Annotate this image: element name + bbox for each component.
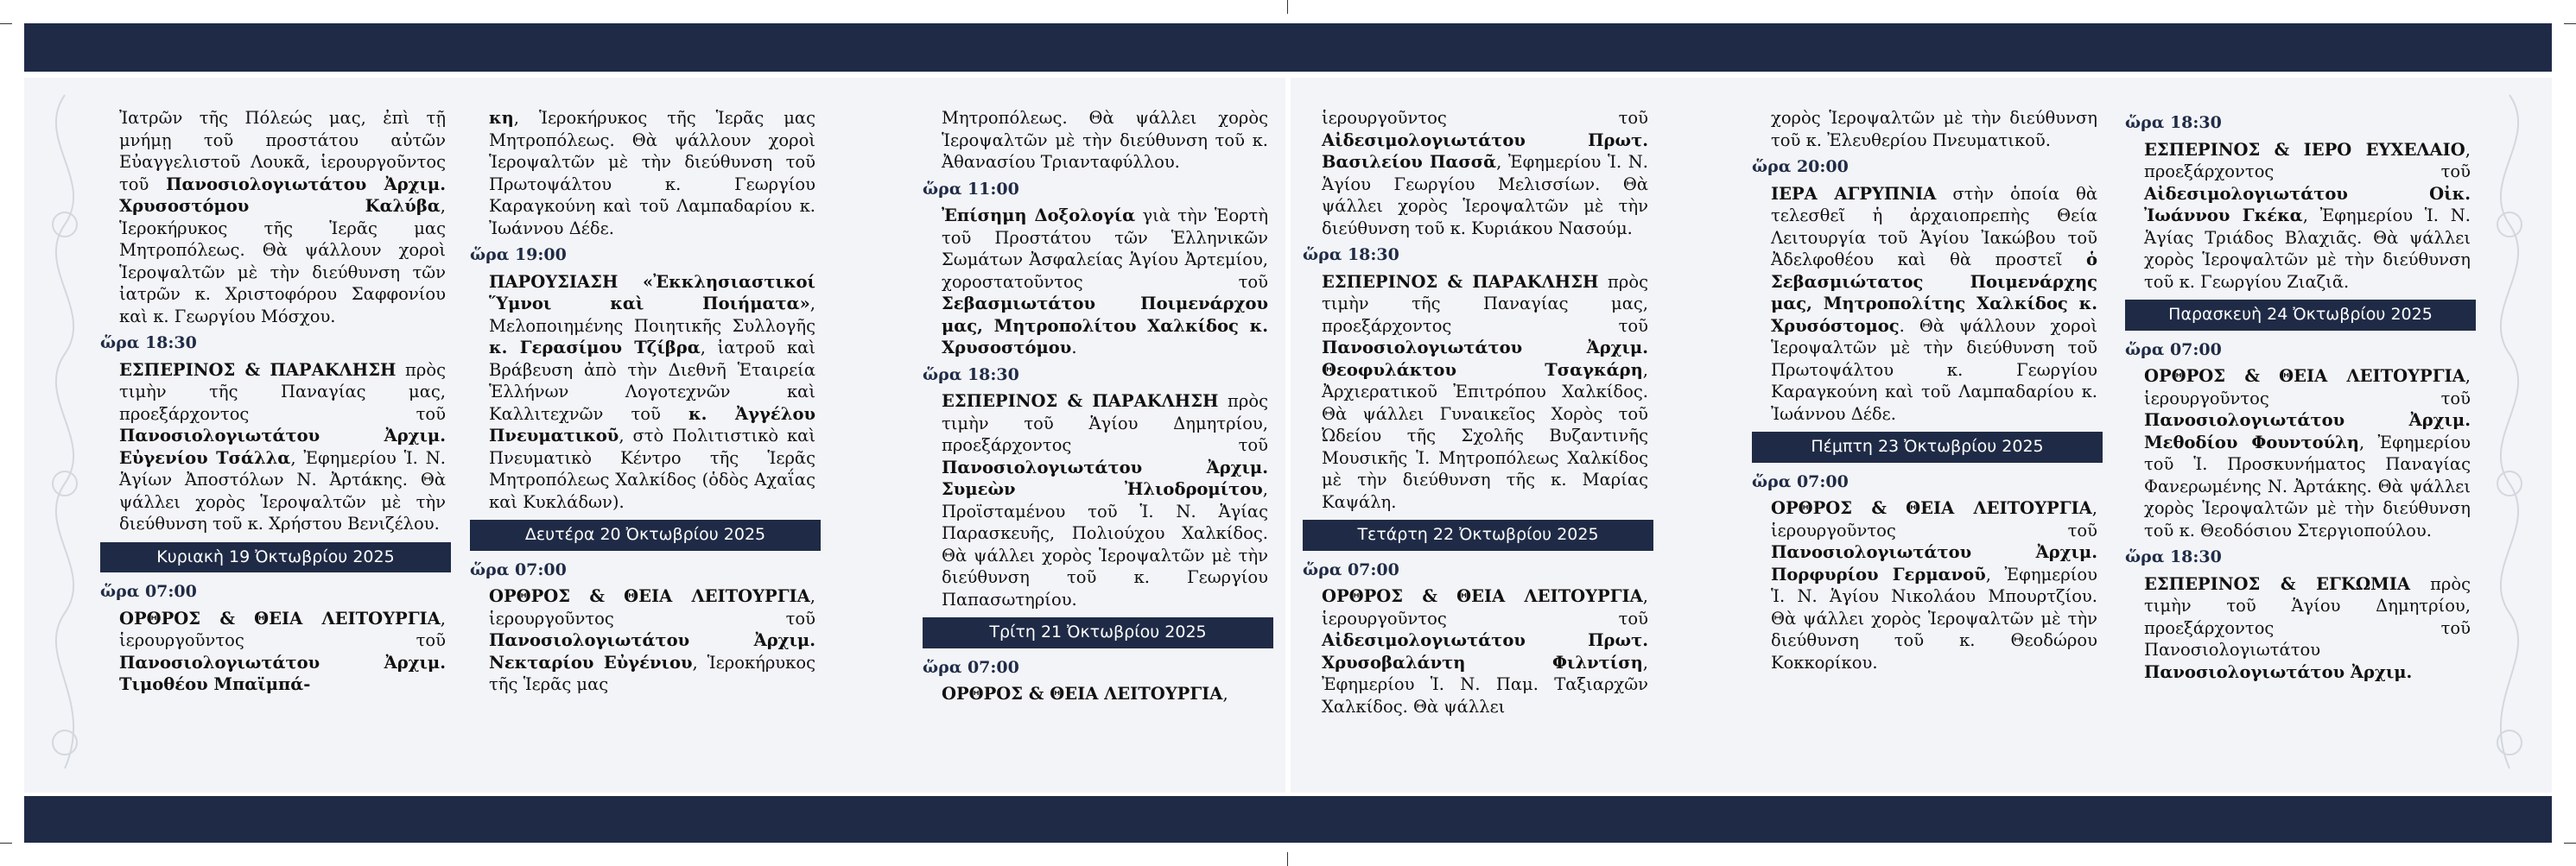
service-description bbox=[942, 390, 1268, 610]
service-description bbox=[942, 107, 1268, 174]
service-description bbox=[942, 683, 1268, 705]
emphasis-text: Αἰδεσιμολογιωτάτου Πρωτ. Χρυσοβαλάντη Φιλντίση bbox=[1322, 630, 1648, 673]
emphasis-text: Αἰδεσιμολογιωτάτου Οἰκ. Ἰωάννου Γκέκα bbox=[2144, 183, 2471, 225]
body-text: , Ἱεροκήρυκος τῆς Ἱερᾶς μας Μητροπόλεως. Θὰ ψάλλουν χοροὶ Ἱεροψαλτῶν μὲ τὴν διεύθυνση τῶν ἰατρῶν κ. Χριστοφόρου Σαφφονίου καὶ κ. Γεωργίου Μόσχου. bbox=[119, 196, 446, 326]
service-time: ὥρα 19:00 bbox=[470, 245, 567, 264]
emphasis-text: κη bbox=[489, 108, 514, 128]
body-text: πρὸς τιμὴν τοῦ Ἁγίου Δημητρίου, προεξάρχοντος τοῦ bbox=[942, 391, 1268, 455]
body-text: , Ἀρχιερατικοῦ Ἐπιτρόπου Χαλκίδος. Θὰ ψάλλει Γυναικεῖος Χορὸς τοῦ Ὠδείου τῆς Σχολῆς Βυζαντινῆς Μουσικῆς Ἱ. Μητροπόλεως Χαλκίδος μὲ τὴν διεύθυνση τῆς κ. Μαρίας Καψάλη. bbox=[1322, 359, 1648, 512]
body-text: , Ἱεροκήρυκος τῆς Ἱερᾶς μας bbox=[489, 652, 815, 694]
column-1 bbox=[100, 107, 446, 698]
service-description bbox=[489, 107, 815, 239]
body-text: Μητροπόλεως. Θὰ ψάλλει χορὸς Ἱεροψαλτῶν μὲ τὴν διεύθυνση τοῦ κ. Ἀθανασίου Τριανταφύλλου. bbox=[942, 108, 1268, 172]
body-text: πρὸς τιμὴν τοῦ Ἁγίου Δημητρίου, προεξάρχοντος τοῦ Πανοσιολογιωτάτου bbox=[2144, 573, 2471, 660]
emphasis-text: ὁ Σεβασμιώτατος Ποιμενάρχης μας, Μητροπολίτης Χαλκίδος κ. Χρυσόστομος bbox=[1771, 250, 2097, 336]
body-text: πρὸς τιμὴν τῆς Παναγίας μας, προεξάρχοντος τοῦ bbox=[119, 359, 446, 424]
crop-mark-bottom-right-h bbox=[2564, 843, 2576, 844]
emphasis-text: ΙΕΡΑ ΑΓΡΥΠΝΙΑ bbox=[1771, 183, 1937, 204]
emphasis-text: Αἰδεσιμολογιωτάτου Πρωτ. Βασιλείου Πασσᾶ bbox=[1322, 130, 1648, 172]
service-time: ὥρα 11:00 bbox=[923, 179, 1019, 199]
service-time: ὥρα 07:00 bbox=[2125, 339, 2222, 359]
day-heading: Παρασκευὴ 24 Ὀκτωβρίου 2025 bbox=[2125, 300, 2476, 331]
service-time: ὥρα 18:30 bbox=[100, 333, 197, 352]
service-time: ὥρα 18:30 bbox=[1303, 245, 1399, 264]
emphasis-text: ΟΡΘΡΟΣ & ΘΕΙΑ ΛΕΙΤΟΥΡΓΙΑ bbox=[942, 684, 1223, 704]
header-band bbox=[24, 23, 2552, 72]
emphasis-text: Ἐπίσημη Δοξολογία bbox=[942, 205, 1136, 225]
service-description bbox=[1771, 107, 2097, 151]
emphasis-text: Πανοσιολογιωτάτου Ἀρχιμ. Συμεὼν Ἠλιοδρομίτου bbox=[942, 457, 1268, 499]
body-text: , ἱερουργοῦντος τοῦ bbox=[489, 586, 815, 629]
day-heading: Τρίτη 21 Ὀκτωβρίου 2025 bbox=[923, 617, 1273, 648]
body-text: . Θὰ ψάλλουν χοροὶ Ἱεροψαλτῶν μὲ τὴν διεύθυνση τοῦ Πρωτοψάλτου κ. Γεωργίου Καραγκούνη καὶ τοῦ Λαμπαδαρίου κ. Ἰωάννου Δέδε. bbox=[1771, 315, 2097, 424]
body-text: , Μελοποιημένης Ποιητικῆς Συλλογῆς bbox=[489, 294, 815, 336]
day-heading: Τετάρτη 22 Ὀκτωβρίου 2025 bbox=[1303, 520, 1653, 551]
body-text: γιὰ τὴν Ἑορτὴ τοῦ Προστάτου τῶν Ἑλληνικῶν Σωμάτων Ἀσφαλείας Ἁγίου Ἀρτεμίου, χοροστατοῦντος τοῦ bbox=[942, 205, 1268, 292]
body-text: Ἰατρῶν τῆς Πόλεώς μας, ἐπὶ τῇ μνήμῃ τοῦ προστάτου αὐτῶν Εὐαγγελιστοῦ Λουκᾶ, ἱερουργοῦντος τοῦ bbox=[119, 108, 446, 194]
crop-mark-bottom-left-h bbox=[0, 843, 12, 844]
service-time: ὥρα 20:00 bbox=[1752, 157, 1849, 176]
body-text: , ἰατροῦ καὶ Βράβευση ἀπὸ τὴν Διεθνῆ Ἑταιρεία Ἑλλήνων Λογοτεχνῶν καὶ Καλλιτεχνῶν τοῦ bbox=[489, 338, 815, 424]
body-text: , Ἐφημερίου Ἱ. Ν. Ἁγίου Νικολάου Μπουρτζίου. Θὰ ψάλλει χορὸς Ἱεροψαλτῶν μὲ τὴν διεύθυνση τοῦ κ. Θεοδώρου Κοκκορίκου. bbox=[1771, 564, 2097, 673]
body-text: , Ἐφημερίου Ἱ. Ν. Ἁγίας Τριάδος Βλαχιᾶς. Θὰ ψάλλει χορὸς Ἱεροψαλτῶν μὲ τὴν διεύθυνση τοῦ κ. Γεωργίου Ζιαζιᾶ. bbox=[2144, 205, 2471, 292]
emphasis-text: ΟΡΘΡΟΣ & ΘΕΙΑ ΛΕΙΤΟΥΡΓΙΑ bbox=[2144, 366, 2465, 386]
service-time: ὥρα 18:30 bbox=[2125, 547, 2222, 566]
service-description bbox=[119, 359, 446, 535]
emphasis-text: ΟΡΘΡΟΣ & ΘΕΙΑ ΛΕΙΤΟΥΡΓΙΑ bbox=[1322, 586, 1643, 606]
emphasis-text: Πανοσιολογιωτάτου Ἀρχιμ. Θεοφυλάκτου Τσαγκάρη bbox=[1322, 338, 1648, 380]
body-text: , Ἐφημερίου τοῦ Ἱ. Προσκυνήματος Παναγίας Φανερωμένης Ν. Ἀρτάκης. Θὰ ψάλλει χορὸς Ἱεροψαλτῶν μὲ τὴν διεύθυνση τοῦ κ. Θεοδόσιου Στεργιοπούλου. bbox=[2144, 432, 2471, 540]
crop-mark-fold-bottom bbox=[1287, 852, 1288, 866]
emphasis-text: ΟΡΘΡΟΣ & ΘΕΙΑ ΛΕΙΤΟΥΡΓΙΑ bbox=[1771, 498, 2092, 518]
crop-mark-fold-top bbox=[1287, 0, 1288, 14]
emphasis-text: ΕΣΠΕΡΙΝΟΣ & ΙΕΡΟ ΕΥΧΕΛΑΙΟ bbox=[2144, 139, 2465, 160]
body-text: , ἱερουργοῦντος τοῦ bbox=[1771, 498, 2097, 540]
column-3 bbox=[923, 107, 1268, 708]
body-text: , Ἐφημερίου Ἱ. Ν. Ἁγίου Γεωργίου Μελισσίων. Θὰ ψάλλει χορὸς Ἱεροψαλτῶν μὲ τὴν διεύθυνση τοῦ κ. Κυριάκου Νασούμ. bbox=[1322, 152, 1648, 238]
emphasis-text: Πανοσιολογιωτάτου Ἀρχιμ. bbox=[2144, 661, 2413, 682]
body-text: , Ἐφημερίου Ἱ. Ν. Ἁγίων Ἀποστόλων Ν. Ἀρτάκης. Θὰ ψάλλει χορὸς Ἱεροψαλτῶν μὲ τὴν διεύθυνση τοῦ κ. Χρήστου Βενιζέλου. bbox=[119, 447, 446, 534]
emphasis-text: ΕΣΠΕΡΙΝΟΣ & ΠΑΡΑΚΛΗΣΗ bbox=[119, 359, 397, 380]
service-description bbox=[2144, 365, 2471, 541]
service-time: ὥρα 07:00 bbox=[470, 559, 567, 579]
service-description bbox=[1322, 271, 1648, 514]
emphasis-text: Πανοσιολογιωτάτου Ἀρχιμ. Τιμοθέου Μπαϊμπά- bbox=[119, 652, 446, 694]
service-description bbox=[2144, 573, 2471, 684]
column-2 bbox=[470, 107, 815, 698]
body-text: στὴν ὁποία θὰ τελεσθεῖ ἡ ἀρχαιοπρεπὴς Θεία Λειτουργία τοῦ Ἁγίου Ἰακώβου τοῦ Ἀδελφοθέου καὶ θὰ προστεῖ bbox=[1771, 183, 2097, 269]
column-4 bbox=[1303, 107, 1648, 720]
emphasis-text: Σεβασμιωτάτου Ποιμενάρχου μας, Μητροπολίτου Χαλκίδος κ. Χρυσοστόμου bbox=[942, 294, 1268, 357]
body-text: , στὸ Πολιτιστικὸ καὶ Πνευματικὸ Κέντρο τῆς Ἱερᾶς Μητροπόλεως Χαλκίδος (ὁδὸς Αχαΐας καὶ Κυκλάδων). bbox=[489, 426, 815, 512]
body-text: , bbox=[1222, 684, 1228, 704]
service-description bbox=[489, 271, 815, 514]
body-text: ἱερουργοῦντος τοῦ bbox=[1322, 108, 1648, 128]
crop-mark-top-right-h bbox=[2564, 23, 2576, 24]
body-text: . bbox=[1071, 338, 1077, 357]
emphasis-text: Πανοσιολογιωτάτου Ἀρχιμ. Νεκταρίου Εὐγένιου bbox=[489, 630, 815, 673]
footer-band bbox=[24, 796, 2552, 843]
service-description bbox=[1322, 585, 1648, 717]
column-5 bbox=[1752, 107, 2097, 676]
service-time: ὥρα 18:30 bbox=[923, 364, 1019, 384]
ornament-left-border bbox=[26, 86, 104, 777]
emphasis-text: ΟΡΘΡΟΣ & ΘΕΙΑ ΛΕΙΤΟΥΡΓΙΑ bbox=[119, 608, 441, 629]
column-6 bbox=[2125, 107, 2471, 686]
service-description bbox=[489, 585, 815, 696]
body-text: , ἱερουργοῦντος τοῦ bbox=[1322, 586, 1648, 629]
body-text: , προεξάρχοντος τοῦ bbox=[2144, 139, 2471, 181]
emphasis-text: Πανοσιολογιωτάτου Ἀρχιμ. Πορφυρίου Γερμανοῦ bbox=[1771, 542, 2097, 585]
service-time: ὥρα 07:00 bbox=[100, 582, 197, 601]
body-text: , Ἱεροκήρυκος τῆς Ἱερᾶς μας Μητροπόλεως. Θὰ ψάλλουν χοροὶ Ἱεροψαλτῶν μὲ τὴν διεύθυνση τοῦ Πρωτοψάλτου κ. Γεωργίου Καραγκούνη καὶ τοῦ Λαμπαδαρίου κ. Ἰωάννου Δέδε. bbox=[489, 108, 815, 238]
service-description bbox=[942, 205, 1268, 359]
day-heading: Δευτέρα 20 Ὀκτωβρίου 2025 bbox=[470, 520, 821, 551]
emphasis-text: ΕΣΠΕΡΙΝΟΣ & ΠΑΡΑΚΛΗΣΗ bbox=[942, 391, 1219, 411]
service-time: ὥρα 07:00 bbox=[1303, 559, 1399, 579]
ornament-right-border bbox=[2471, 86, 2548, 777]
service-description bbox=[2144, 139, 2471, 294]
day-heading: Πέμπτη 23 Ὀκτωβρίου 2025 bbox=[1752, 432, 2103, 463]
emphasis-text: ΕΣΠΕΡΙΝΟΣ & ΠΑΡΑΚΛΗΣΗ bbox=[1322, 271, 1599, 292]
body-text: χορὸς Ἱεροψαλτῶν μὲ τὴν διεύθυνση τοῦ κ. Ἐλευθερίου Πνευματικοῦ. bbox=[1771, 108, 2097, 150]
emphasis-text: ΕΣΠΕΡΙΝΟΣ & ΕΓΚΩΜΙΑ bbox=[2144, 573, 2411, 594]
service-time: ὥρα 07:00 bbox=[923, 657, 1019, 677]
service-time: ὥρα 07:00 bbox=[1752, 471, 1849, 491]
emphasis-text: κ. Γερασίμου Τζίβρα bbox=[489, 338, 701, 357]
service-description bbox=[119, 608, 446, 696]
crop-mark-top-left-h bbox=[0, 23, 12, 24]
emphasis-text: ΠΑΡΟΥΣΙΑΣΗ «Ἐκκλησιαστικοί Ὕμνοι καὶ Ποιήματα» bbox=[489, 271, 815, 313]
service-description bbox=[1322, 107, 1648, 239]
emphasis-text: Πανοσιολογιωτάτου Ἀρχιμ. Μεθοδίου Φουντούλη bbox=[2144, 410, 2471, 452]
service-description bbox=[1771, 183, 2097, 426]
service-time: ὥρα 18:30 bbox=[2125, 113, 2222, 132]
emphasis-text: Πανοσιολογιωτάτου Ἀρχιμ. Εὐγενίου Τσάλλα bbox=[119, 426, 446, 468]
body-text: , Προϊσταμένου τοῦ Ἱ. Ν. Ἁγίας Παρασκευῆς, Πολιούχου Χαλκίδος. Θὰ ψάλλει χορὸς Ἱεροψαλτῶν μὲ τὴν διεύθυνση τοῦ κ. Γεωργίου Παπασωτηρίου. bbox=[942, 479, 1268, 610]
day-heading: Κυριακὴ 19 Ὀκτωβρίου 2025 bbox=[100, 542, 451, 573]
body-text: , ἱερουργοῦντος τοῦ bbox=[2144, 366, 2471, 408]
emphasis-text: κ. Ἀγγέλου Πνευματικοῦ bbox=[489, 403, 815, 446]
emphasis-text: ΟΡΘΡΟΣ & ΘΕΙΑ ΛΕΙΤΟΥΡΓΙΑ bbox=[489, 586, 810, 606]
service-description bbox=[119, 107, 446, 327]
body-text: πρὸς τιμὴν τῆς Παναγίας μας, προεξάρχοντος τοῦ bbox=[1322, 271, 1648, 336]
body-text: , ἱερουργοῦντος τοῦ bbox=[119, 608, 446, 650]
emphasis-text: Πανοσιολογιωτάτου Ἀρχιμ. Χρυσοστόμου Καλύβα bbox=[119, 174, 446, 216]
service-description bbox=[1771, 497, 2097, 673]
body-text: , Ἐφημερίου Ἱ. Ν. Παμ. Ταξιαρχῶν Χαλκίδος. Θὰ ψάλλει bbox=[1322, 652, 1648, 717]
